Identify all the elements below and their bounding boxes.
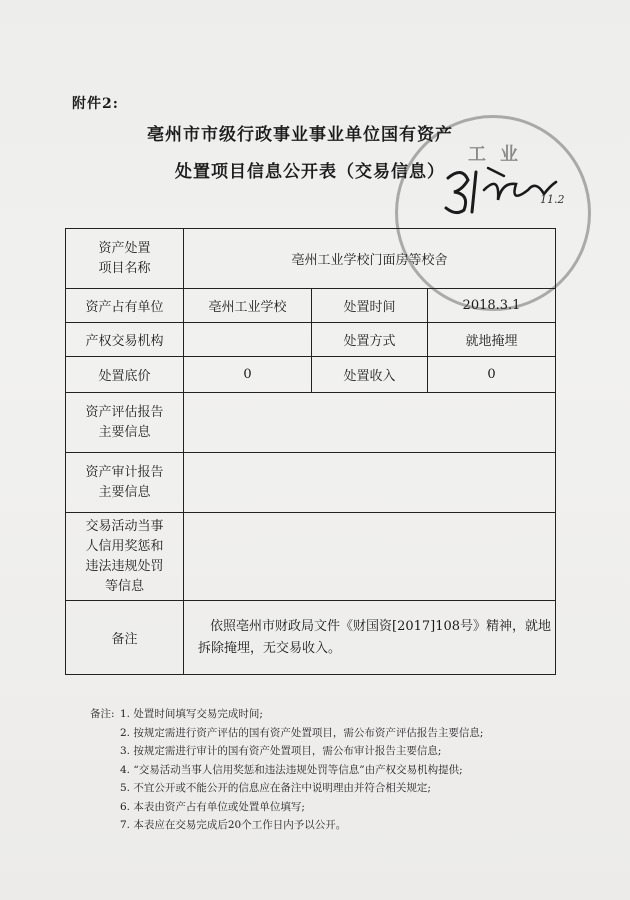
appraisal-report-label: 资产评估报告 主要信息	[66, 393, 184, 453]
reserve-price-value: 0	[184, 357, 312, 393]
seal-text: 工业	[468, 144, 532, 165]
disposal-time-value: 2018.3.1	[428, 289, 556, 323]
document-title-line2: 处置项目信息公开表（交易信息）	[175, 162, 445, 182]
credit-info-value	[184, 513, 556, 601]
footnote-item: 1. 处置时间填写交易完成时间;	[120, 708, 263, 720]
footnote-item: 2. 按规定需进行资产评估的国有资产处置项目，需公布资产评估报告主要信息;	[120, 726, 484, 739]
footnote-item: 3. 按规定需进行审计的国有资产处置项目，需公布审计报告主要信息;	[120, 745, 442, 757]
audit-report-label: 资产审计报告 主要信息	[66, 453, 184, 513]
audit-report-value	[184, 453, 556, 513]
footnotes-prefix: 备注:	[90, 708, 115, 720]
attachment-label: 附件2:	[72, 96, 119, 112]
footnote-item: 6. 本表由资产占有单位或处置单位填写;	[120, 800, 305, 813]
remark-value: 依照亳州市财政局文件《财国资[2017]108号》精神，就地拆除掩埋，无交易收入。	[184, 601, 556, 675]
asset-disposal-info-table	[65, 228, 556, 675]
footnotes	[90, 705, 483, 835]
footnote-item: 4. “交易活动当事人信用奖惩和违法违规处罚等信息”由产权交易机构提供;	[120, 763, 463, 776]
table-row	[66, 393, 556, 453]
handwritten-mark: 11.2	[540, 193, 565, 206]
project-name-value: 亳州工业学校门面房等校舍	[184, 229, 556, 289]
disposal-income-label: 处置收入	[312, 357, 428, 393]
table-row	[66, 229, 556, 289]
disposal-time-label: 处置时间	[312, 289, 428, 323]
footnote-item: 5. 不宜公开或不能公开的信息应在备注中说明理由并符合相关规定;	[120, 782, 431, 794]
occupying-unit-label: 资产占有单位	[66, 289, 184, 323]
document-title-line1: 亳州市市级行政事业事业单位国有资产	[147, 125, 453, 145]
table-row	[66, 289, 556, 323]
handwritten-signature	[440, 160, 560, 220]
footnote-item: 7. 本表应在交易完成后20个工作日内予以公开。	[120, 819, 347, 831]
reserve-price-label: 处置底价	[66, 357, 184, 393]
table-row	[66, 323, 556, 357]
project-name-label: 资产处置 项目名称	[66, 229, 184, 289]
disposal-method-value: 就地掩埋	[428, 323, 556, 357]
table-row	[66, 513, 556, 601]
appraisal-report-value	[184, 393, 556, 453]
table-row	[66, 601, 556, 675]
occupying-unit-value: 亳州工业学校	[184, 289, 312, 323]
exchange-label: 产权交易机构	[66, 323, 184, 357]
disposal-method-label: 处置方式	[312, 323, 428, 357]
table-row	[66, 357, 556, 393]
disposal-income-value: 0	[428, 357, 556, 393]
credit-info-label: 交易活动当事 人信用奖惩和 违法违规处罚 等信息	[66, 513, 184, 601]
table-row	[66, 453, 556, 513]
exchange-value	[184, 323, 312, 357]
remark-label: 备注	[66, 601, 184, 675]
